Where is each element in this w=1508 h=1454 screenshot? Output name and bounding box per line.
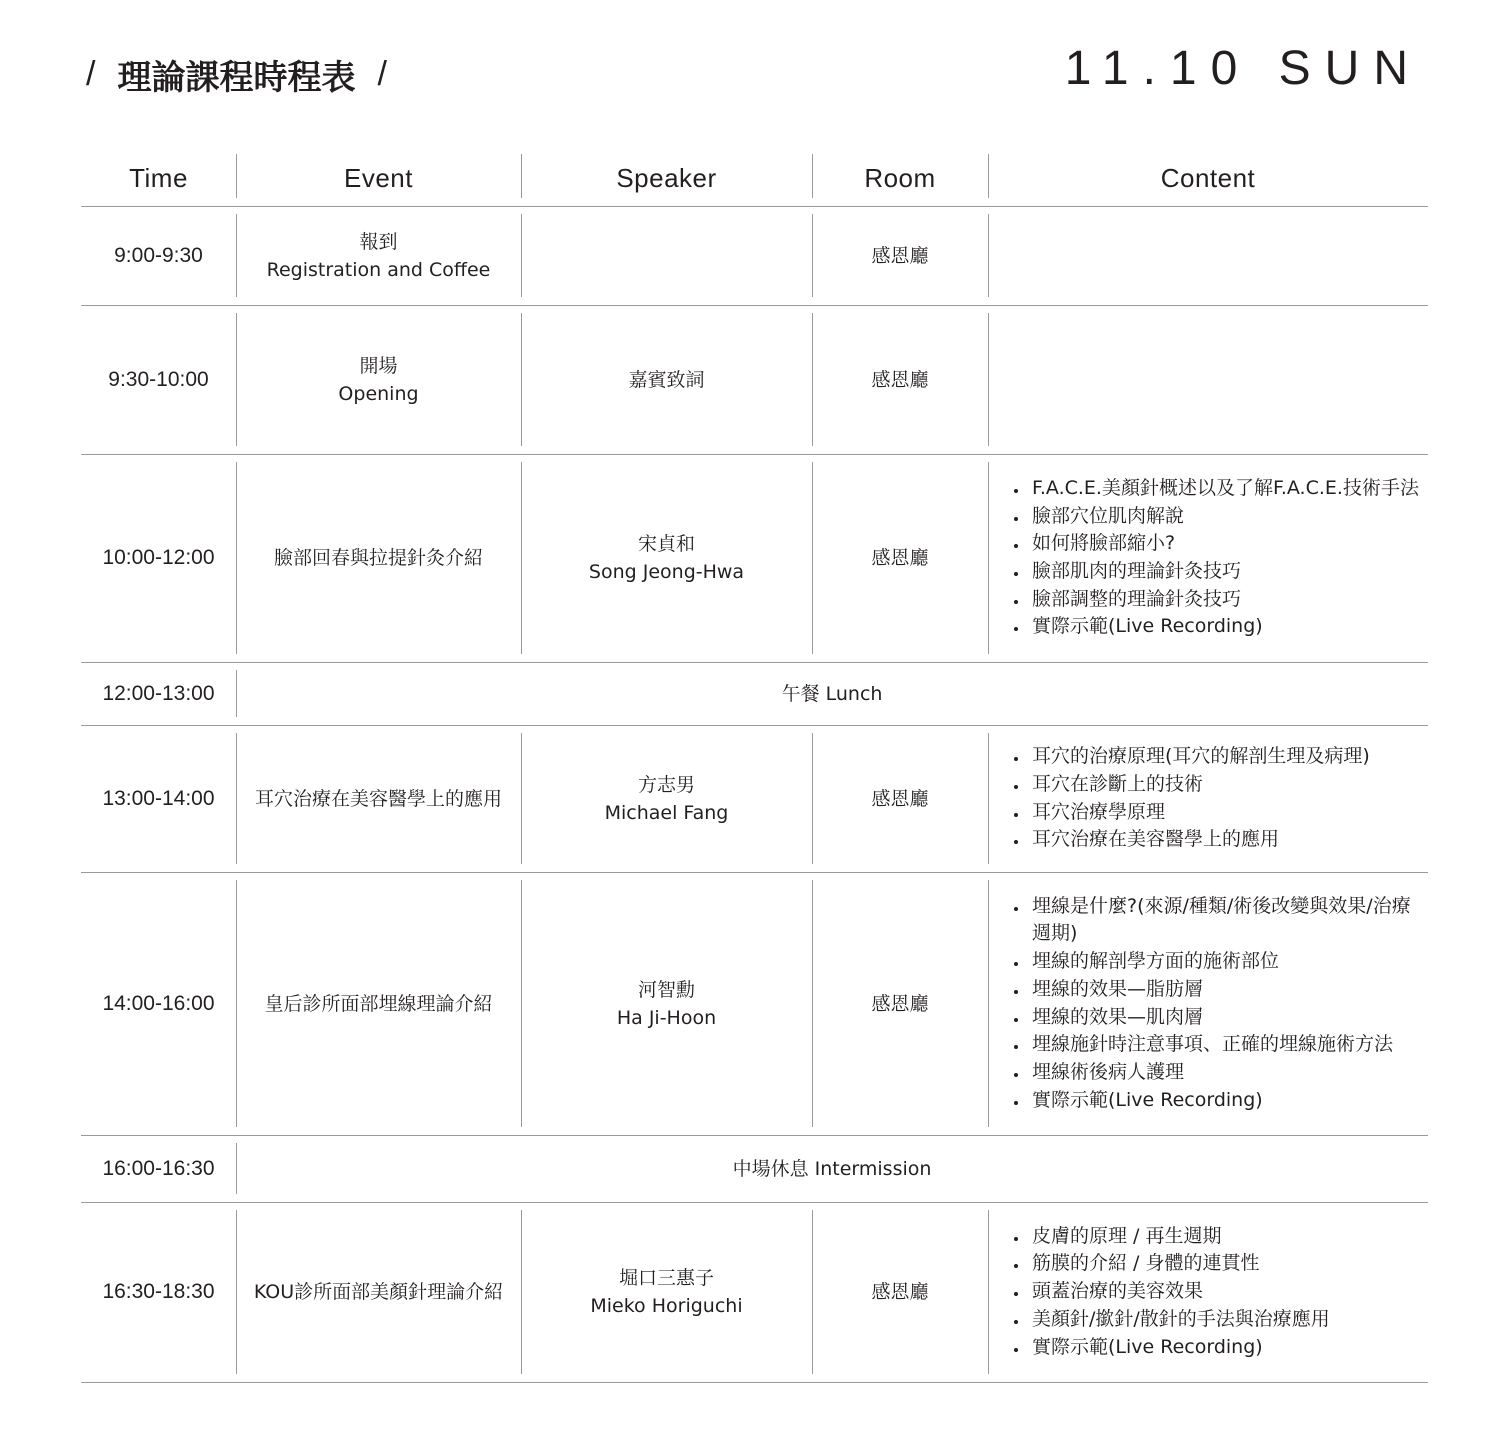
event-date: 11.10 SUN bbox=[1064, 42, 1422, 95]
event-cell-line: 臉部回春與拉提針灸介紹 bbox=[273, 547, 483, 569]
column-divider bbox=[812, 313, 813, 446]
column-header-event: Event bbox=[344, 163, 413, 193]
speaker-cell bbox=[521, 725, 812, 872]
break-label: 中場休息 Intermission bbox=[732, 1157, 932, 1180]
content-item: 埋線的解剖學方面的施術部位 bbox=[1014, 948, 1424, 976]
speaker-cell bbox=[521, 872, 812, 1135]
column-divider bbox=[236, 154, 237, 198]
column-divider bbox=[988, 313, 989, 446]
speaker-cell bbox=[521, 206, 812, 305]
title-text: 理論課程時程表 bbox=[117, 57, 356, 98]
time-cell: 14:00-16:00 bbox=[102, 991, 215, 1015]
content-item: 實際示範(Live Recording) bbox=[1014, 1087, 1424, 1115]
content-item: 埋線的效果—脂肪層 bbox=[1014, 976, 1424, 1004]
column-divider bbox=[988, 1210, 989, 1374]
column-divider bbox=[521, 313, 522, 446]
event-cell-line: 報到 bbox=[359, 230, 398, 253]
content-item: F.A.C.E.美顏針概述以及了解F.A.C.E.技術手法 bbox=[1014, 475, 1424, 503]
column-divider bbox=[988, 214, 989, 297]
content-item: 筋膜的介紹 / 身體的連貫性 bbox=[1014, 1250, 1424, 1278]
event-cell bbox=[236, 206, 521, 305]
event-cell bbox=[236, 305, 521, 454]
column-header-speaker: Speaker bbox=[616, 163, 717, 193]
time-cell: 16:30-18:30 bbox=[102, 1280, 215, 1303]
content-item: 埋線的效果—肌肉層 bbox=[1014, 1004, 1424, 1032]
event-cell bbox=[236, 1202, 521, 1382]
content-item: 皮膚的原理 / 再生週期 bbox=[1014, 1223, 1424, 1251]
content-list bbox=[1014, 743, 1424, 854]
column-divider bbox=[812, 733, 813, 864]
title-left-slash: / bbox=[86, 54, 96, 93]
column-header-room: Room bbox=[864, 163, 936, 193]
time-cell: 13:00-14:00 bbox=[102, 786, 215, 810]
time-cell: 16:00-16:30 bbox=[102, 1156, 215, 1180]
event-cell-line: KOU診所面部美顏針理論介紹 bbox=[253, 1281, 504, 1303]
column-divider bbox=[236, 1210, 237, 1374]
column-divider bbox=[521, 733, 522, 864]
column-divider bbox=[812, 214, 813, 297]
column-divider bbox=[236, 462, 237, 654]
room-cell: 感恩廳 bbox=[871, 787, 929, 810]
speaker-cell-line: 宋貞和 bbox=[637, 533, 695, 555]
speaker-cell-line: Song Jeong-Hwa bbox=[588, 561, 745, 583]
column-divider bbox=[521, 154, 522, 198]
content-item: 美顏針/撳針/散針的手法與治療應用 bbox=[1014, 1306, 1424, 1334]
column-divider bbox=[236, 1143, 237, 1194]
content-cell bbox=[1014, 725, 1424, 872]
content-item: 耳穴治療在美容醫學上的應用 bbox=[1014, 826, 1424, 854]
column-divider bbox=[521, 880, 522, 1127]
room-cell: 感恩廳 bbox=[871, 992, 929, 1015]
content-item: 埋線是什麼?(來源/種類/術後改變與效果/治療週期) bbox=[1014, 893, 1424, 948]
speaker-cell-line: Mieko Horiguchi bbox=[590, 1295, 743, 1317]
event-cell bbox=[236, 725, 521, 872]
content-item: 埋線術後病人護理 bbox=[1014, 1059, 1424, 1087]
time-cell: 9:30-10:00 bbox=[108, 367, 209, 391]
speaker-cell-line: 嘉賓致詞 bbox=[628, 368, 705, 391]
content-cell bbox=[1014, 305, 1424, 454]
room-cell: 感恩廳 bbox=[871, 547, 929, 569]
break-label: 午餐 Lunch bbox=[781, 682, 883, 705]
content-cell bbox=[1014, 872, 1424, 1135]
content-item: 臉部穴位肌肉解說 bbox=[1014, 503, 1424, 531]
event-cell-line: Opening bbox=[338, 382, 419, 405]
content-item: 耳穴在診斷上的技術 bbox=[1014, 771, 1424, 799]
content-cell bbox=[1014, 454, 1424, 662]
content-item: 實際示範(Live Recording) bbox=[1014, 613, 1424, 641]
content-list bbox=[1014, 475, 1424, 641]
column-divider bbox=[521, 1210, 522, 1374]
title-right-slash: / bbox=[377, 54, 387, 93]
speaker-cell bbox=[521, 454, 812, 662]
speaker-cell-line: Michael Fang bbox=[604, 801, 729, 824]
speaker-cell bbox=[521, 305, 812, 454]
content-item: 實際示範(Live Recording) bbox=[1014, 1334, 1424, 1362]
column-divider bbox=[236, 670, 237, 717]
time-cell: 9:00-9:30 bbox=[114, 243, 203, 267]
content-item: 臉部調整的理論針灸技巧 bbox=[1014, 586, 1424, 614]
event-cell-line: 開場 bbox=[359, 354, 398, 377]
room-cell: 感恩廳 bbox=[871, 1281, 929, 1303]
time-cell: 10:00-12:00 bbox=[102, 546, 215, 569]
content-item: 耳穴治療學原理 bbox=[1014, 799, 1424, 827]
content-list bbox=[1014, 893, 1424, 1115]
event-cell-line: Registration and Coffee bbox=[266, 258, 491, 281]
speaker-cell bbox=[521, 1202, 812, 1382]
content-item: 埋線施針時注意事項、正確的埋線施術方法 bbox=[1014, 1031, 1424, 1059]
column-divider bbox=[812, 154, 813, 198]
column-divider bbox=[236, 733, 237, 864]
column-divider bbox=[812, 1210, 813, 1374]
column-divider bbox=[521, 462, 522, 654]
event-cell-line: 耳穴治療在美容醫學上的應用 bbox=[254, 787, 502, 810]
content-list bbox=[1014, 1223, 1424, 1362]
content-item: 臉部肌肉的理論針灸技巧 bbox=[1014, 558, 1424, 586]
speaker-cell-line: 方志男 bbox=[637, 773, 695, 796]
speaker-cell-line: 河智勳 bbox=[637, 978, 695, 1001]
event-cell-line: 皇后診所面部埋線理論介紹 bbox=[264, 992, 493, 1015]
column-divider bbox=[812, 462, 813, 654]
column-divider bbox=[812, 880, 813, 1127]
content-item: 頭蓋治療的美容效果 bbox=[1014, 1278, 1424, 1306]
content-item: 耳穴的治療原理(耳穴的解剖生理及病理) bbox=[1014, 743, 1424, 771]
row-divider bbox=[81, 1382, 1428, 1383]
event-cell bbox=[236, 872, 521, 1135]
page-title bbox=[86, 44, 387, 104]
column-divider bbox=[236, 214, 237, 297]
content-cell bbox=[1014, 206, 1424, 305]
column-divider bbox=[236, 880, 237, 1127]
column-divider bbox=[521, 214, 522, 297]
content-item: 如何將臉部縮小? bbox=[1014, 530, 1424, 558]
speaker-cell-line: 堀口三惠子 bbox=[618, 1267, 714, 1289]
event-cell bbox=[236, 454, 521, 662]
column-divider bbox=[988, 154, 989, 198]
speaker-cell-line: Ha Ji-Hoon bbox=[616, 1006, 717, 1029]
time-cell: 12:00-13:00 bbox=[102, 681, 215, 705]
column-divider bbox=[988, 733, 989, 864]
column-divider bbox=[236, 313, 237, 446]
column-divider bbox=[988, 880, 989, 1127]
room-cell: 感恩廳 bbox=[871, 244, 929, 267]
room-cell: 感恩廳 bbox=[871, 368, 929, 391]
column-header-time: Time bbox=[129, 163, 188, 193]
column-header-content: Content bbox=[1160, 163, 1256, 193]
column-divider bbox=[988, 462, 989, 654]
content-cell bbox=[1014, 1202, 1424, 1382]
